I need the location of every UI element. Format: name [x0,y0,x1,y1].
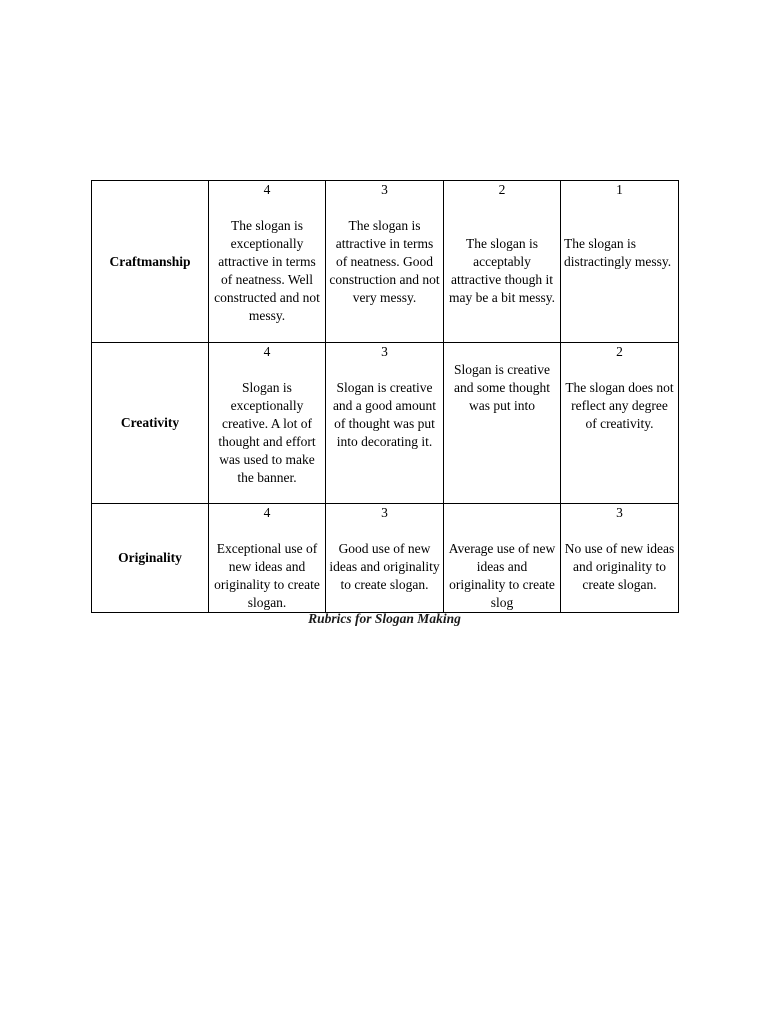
cell-description: The slogan is distractingly messy. [564,236,672,269]
rubric-cell [326,181,444,343]
score-value: 1 [616,182,623,197]
score-value: 3 [381,182,388,197]
cell-description: Exceptional use of new ideas and originality to create slogan. [214,541,320,610]
cell-description: The slogan is acceptably attractive though it may be a bit messy. [449,236,555,305]
rubric-cell [209,181,326,343]
rubric-cell [444,343,561,504]
cell-description: Slogan is creative and some thought was put into [454,362,550,413]
table-row [92,504,679,613]
table-row [92,181,679,343]
rubric-cell [444,181,561,343]
score-value: 4 [263,505,271,520]
criterion-originality: Originality [92,504,209,613]
score-value: 2 [616,344,623,359]
rubric-cell [561,181,679,343]
score-value: 4 [263,344,271,359]
cell-description: Average use of new ideas and originality to create slog [448,541,556,610]
criterion-creativity: Creativity [92,343,209,504]
cell-description: The slogan is exceptionally attractive in terms of neatness. Well constructed and not messy. [214,218,320,323]
score-value: 3 [381,344,388,359]
rubric-cell [444,504,561,613]
cell-description: No use of new ideas and originality to create slogan. [564,541,675,592]
rubric-table [91,180,679,613]
cell-description: Good use of new ideas and originality to create slogan. [329,541,440,592]
rubric-cell [209,504,326,613]
rubric-cell [561,343,679,504]
rubric-cell [326,504,444,613]
table-caption: Rubrics for Slogan Making [308,611,461,626]
score-value: 4 [263,182,271,197]
cell-description: Slogan is exceptionally creative. A lot of thought and effort was used to make the banner. [218,380,316,485]
score-value: 3 [616,505,623,520]
cell-description: The slogan is attractive in terms of neatness. Good construction and not very messy. [329,218,440,305]
score-value: 3 [381,505,388,520]
table-row [92,343,679,504]
cell-description: Slogan is creative and a good amount of thought was put into decorating it. [332,380,437,449]
criterion-craftmanship: Craftmanship [92,181,209,343]
score-value: 2 [498,182,506,197]
rubric-cell [209,343,326,504]
rubric-cell [561,504,679,613]
cell-description: The slogan does not reflect any degree of creativity. [565,380,674,431]
rubric-cell [326,343,444,504]
